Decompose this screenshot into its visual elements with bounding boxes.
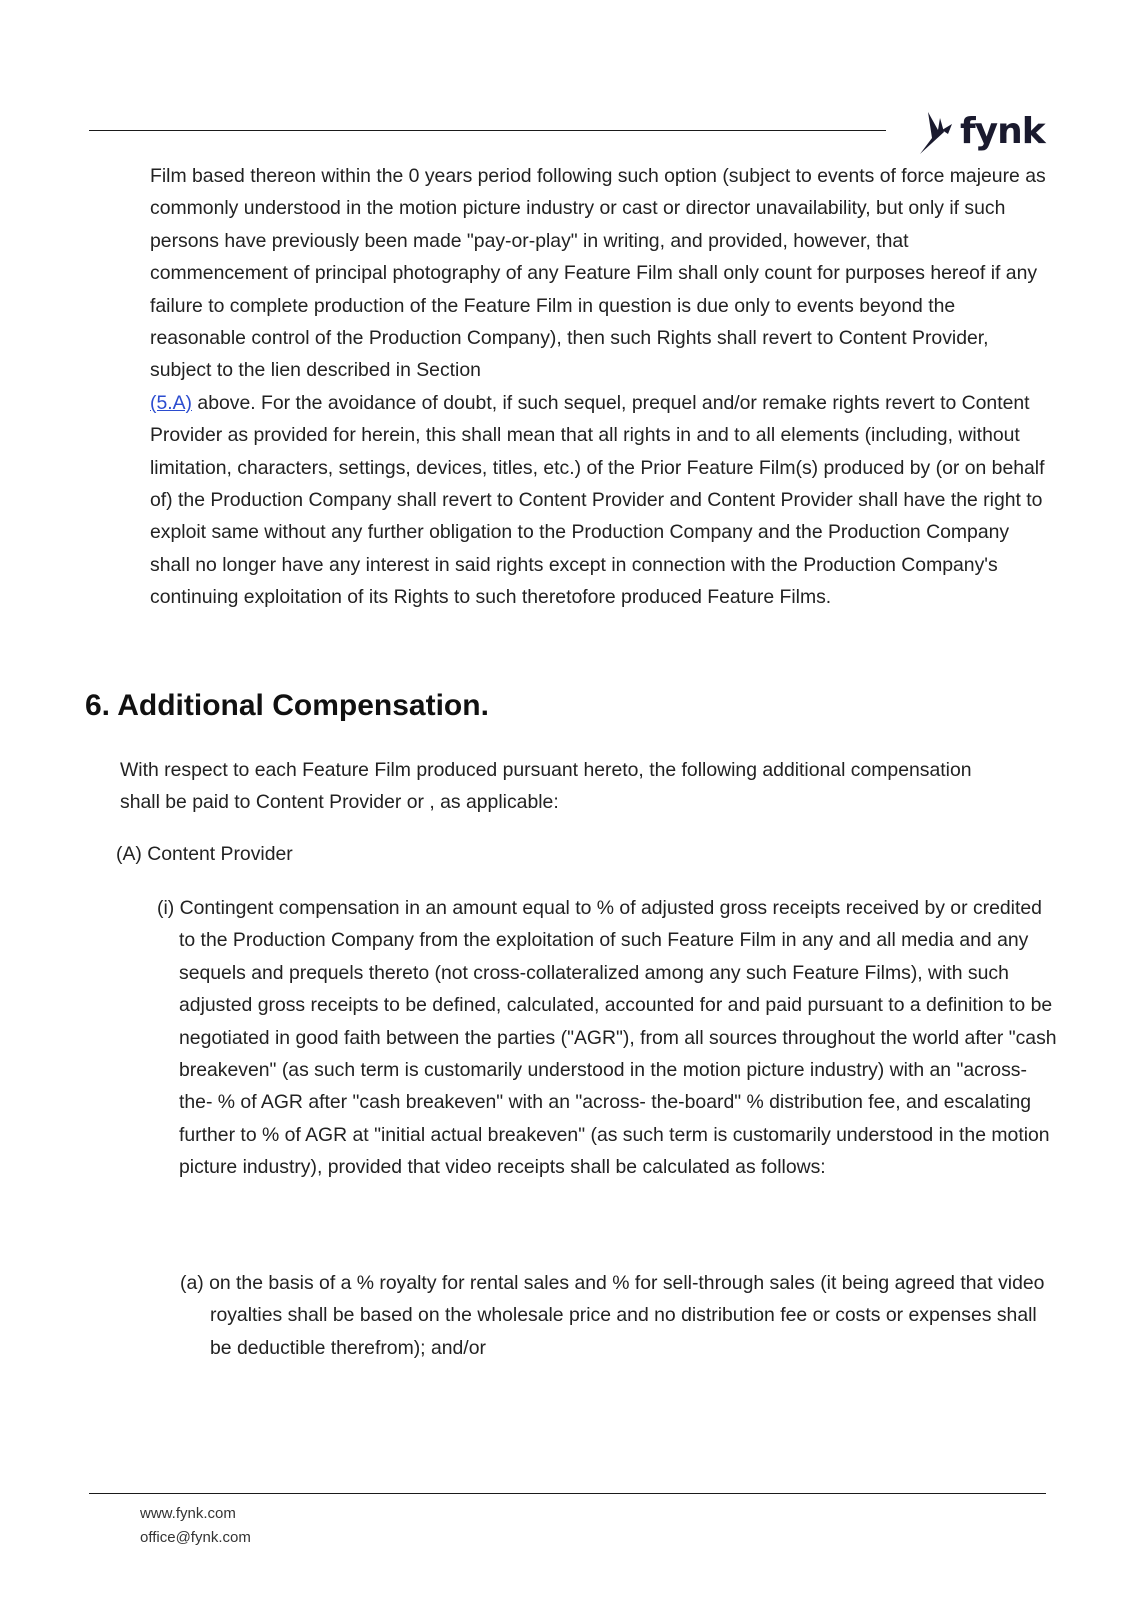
footer-divider: [89, 1493, 1046, 1494]
header-divider: [89, 130, 886, 131]
list-item-a: (A) Content Provider: [116, 843, 293, 865]
logo-wordmark: fynk: [960, 111, 1045, 152]
fynk-logo: [918, 104, 1045, 160]
section-heading: 6. Additional Compensation.: [85, 689, 489, 722]
footer-website[interactable]: www.fynk.com: [140, 1505, 236, 1522]
list-item-a-sub: (a) on the basis of a % royalty for rental sales and % for sell-through sales (it being agreed that video royalties shall be based on the wholesale price and no distribution fee or costs or expenses shall be deductible therefrom); and/or: [180, 1272, 1045, 1359]
continuation-text-1: Film based thereon within the 0 years period following such option (subject to events of force majeure as commonly understood in the motion picture industry or cast or director unavailability, but only if such persons have previously been made "pay-or-play" in writing, and provided, however, that commencement of principal photography of any Feature Film shall only count for purposes hereof if any failure to complete production of the Feature Film in question is due only to events beyond the reasonable control of the Production Company), then such Rights shall revert to Content Provider, subject to the lien described in Section: [150, 165, 1046, 382]
continuation-paragraph: [150, 160, 1050, 614]
section-5a-link[interactable]: (5.A): [150, 391, 193, 414]
intro-paragraph: With respect to each Feature Film produced pursuant hereto, the following additional compensation shall be paid to Content Provider or , as applicable:: [120, 759, 972, 814]
continuation-text-2: above. For the avoidance of doubt, if such sequel, prequel and/or remake rights revert to Content Provider as provided for herein, this shall mean that all rights in and to all elements (including, without limitation, characters, settings, devices, titles, etc.) of the Prior Feature Film(s) produced by (or on behalf of) the Production Company shall revert to Content Provider and Content Provider shall have the right to exploit same without any further obligation to the Production Company and the Production Company shall no longer have any interest in said rights except in connection with the Production Company's continuing exploitation of its Rights to such theretofore produced Feature Films.: [150, 391, 1045, 609]
list-item-i: (i) Contingent compensation in an amount equal to % of adjusted gross receipts received by or credited to the Production Company from the exploitation of such Feature Film in any and all media and any sequels and prequels thereto (not cross-collateralized among any such Feature Films), with such adjusted gross receipts to be defined, calculated, accounted for and paid pursuant to a definition to be negotiated in good faith between the parties ("AGR"), from all sources throughout the world after "cash breakeven" (as such term is customarily understood in the motion picture industry) with an "across-the- % of AGR after "cash breakeven" with an "across- the-board" % distribution fee, and escalating further to % of AGR at "initial actual breakeven" (as such term is customarily understood in the motion picture industry), provided that video receipts shall be calculated as follows:: [157, 897, 1057, 1179]
bird-logo-icon: [918, 108, 954, 156]
footer-email[interactable]: office@fynk.com: [140, 1529, 251, 1546]
